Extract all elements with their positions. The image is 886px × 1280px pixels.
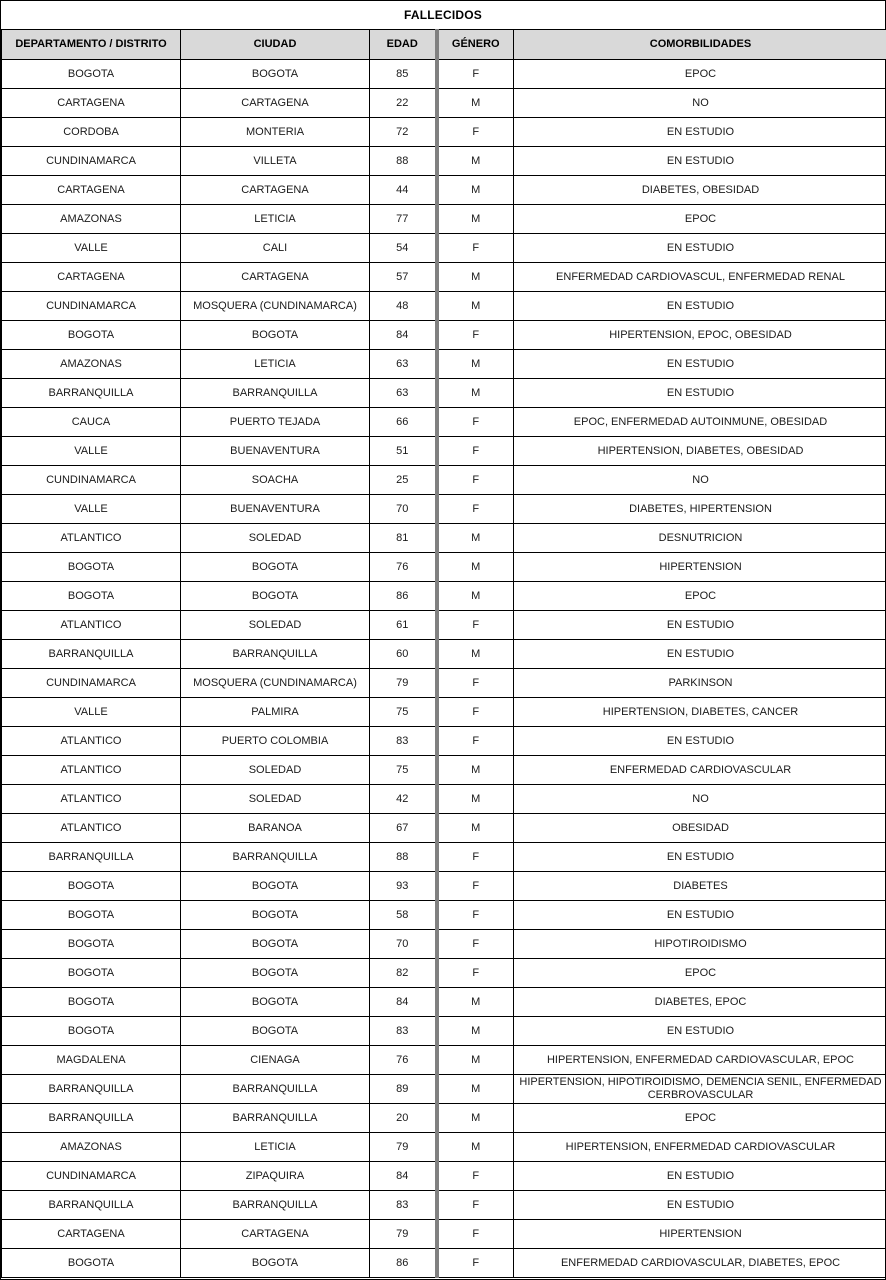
cell-departamento: ATLANTICO xyxy=(2,524,181,553)
table-row xyxy=(2,176,886,205)
cell-departamento: BARRANQUILLA xyxy=(2,1104,181,1133)
cell-departamento: BOGOTA xyxy=(2,901,181,930)
cell-ciudad: BOGOTA xyxy=(181,60,370,89)
cell-comorbilidades: HIPOTIROIDISMO xyxy=(514,930,886,959)
cell-ciudad: SOLEDAD xyxy=(181,756,370,785)
cell-departamento: VALLE xyxy=(2,437,181,466)
cell-ciudad: BOGOTA xyxy=(181,901,370,930)
cell-ciudad: CIENAGA xyxy=(181,1046,370,1075)
cell-ciudad: BARRANQUILLA xyxy=(181,843,370,872)
cell-genero: M xyxy=(437,785,514,814)
cell-genero: F xyxy=(437,901,514,930)
cell-ciudad: BOGOTA xyxy=(181,582,370,611)
cell-departamento: ATLANTICO xyxy=(2,727,181,756)
cell-comorbilidades: EN ESTUDIO xyxy=(514,901,886,930)
cell-comorbilidades: NO xyxy=(514,89,886,118)
cell-departamento: CUNDINAMARCA xyxy=(2,669,181,698)
cell-departamento: VALLE xyxy=(2,698,181,727)
cell-departamento: BARRANQUILLA xyxy=(2,1191,181,1220)
cell-edad: 75 xyxy=(370,698,437,727)
cell-edad: 63 xyxy=(370,350,437,379)
cell-departamento: CUNDINAMARCA xyxy=(2,1162,181,1191)
cell-ciudad: BOGOTA xyxy=(181,553,370,582)
cell-ciudad: MONTERIA xyxy=(181,118,370,147)
cell-departamento: BARRANQUILLA xyxy=(2,1075,181,1104)
table-row xyxy=(2,1075,886,1104)
cell-genero: M xyxy=(437,379,514,408)
table-row xyxy=(2,379,886,408)
cell-ciudad: SOLEDAD xyxy=(181,611,370,640)
cell-departamento: CAUCA xyxy=(2,408,181,437)
cell-genero: F xyxy=(437,611,514,640)
cell-comorbilidades: EPOC xyxy=(514,582,886,611)
cell-genero: M xyxy=(437,524,514,553)
cell-genero: M xyxy=(437,1075,514,1104)
cell-comorbilidades: HIPERTENSION, DIABETES, CANCER xyxy=(514,698,886,727)
cell-genero: F xyxy=(437,959,514,988)
cell-comorbilidades: EN ESTUDIO xyxy=(514,727,886,756)
cell-edad: 85 xyxy=(370,60,437,89)
cell-departamento: AMAZONAS xyxy=(2,350,181,379)
table-row xyxy=(2,466,886,495)
column-header-comorbilidades: COMORBILIDADES xyxy=(514,30,886,60)
cell-ciudad: MOSQUERA (CUNDINAMARCA) xyxy=(181,669,370,698)
cell-ciudad: LETICIA xyxy=(181,205,370,234)
cell-genero: F xyxy=(437,495,514,524)
cell-edad: 42 xyxy=(370,785,437,814)
table-row xyxy=(2,901,886,930)
table-row xyxy=(2,495,886,524)
cell-genero: F xyxy=(437,669,514,698)
cell-genero: F xyxy=(437,1220,514,1249)
cell-departamento: CARTAGENA xyxy=(2,89,181,118)
cell-ciudad: PUERTO COLOMBIA xyxy=(181,727,370,756)
table-row xyxy=(2,1104,886,1133)
cell-departamento: BOGOTA xyxy=(2,553,181,582)
cell-genero: M xyxy=(437,582,514,611)
cell-departamento: VALLE xyxy=(2,495,181,524)
cell-edad: 44 xyxy=(370,176,437,205)
cell-edad: 48 xyxy=(370,292,437,321)
cell-genero: M xyxy=(437,1046,514,1075)
cell-ciudad: BOGOTA xyxy=(181,988,370,1017)
cell-edad: 79 xyxy=(370,1220,437,1249)
table-row xyxy=(2,524,886,553)
cell-genero: F xyxy=(437,234,514,263)
cell-edad: 57 xyxy=(370,263,437,292)
cell-edad: 20 xyxy=(370,1104,437,1133)
cell-edad: 93 xyxy=(370,872,437,901)
cell-departamento: CORDOBA xyxy=(2,118,181,147)
table-row xyxy=(2,843,886,872)
cell-departamento: BOGOTA xyxy=(2,959,181,988)
cell-ciudad: CARTAGENA xyxy=(181,263,370,292)
cell-comorbilidades: EN ESTUDIO xyxy=(514,843,886,872)
cell-comorbilidades: HIPERTENSION, EPOC, OBESIDAD xyxy=(514,321,886,350)
cell-comorbilidades: EN ESTUDIO xyxy=(514,118,886,147)
cell-departamento: CARTAGENA xyxy=(2,176,181,205)
cell-comorbilidades: EPOC xyxy=(514,959,886,988)
cell-comorbilidades: ENFERMEDAD CARDIOVASCULAR xyxy=(514,756,886,785)
cell-comorbilidades: DIABETES, OBESIDAD xyxy=(514,176,886,205)
table-row xyxy=(2,698,886,727)
cell-genero: M xyxy=(437,292,514,321)
cell-genero: M xyxy=(437,640,514,669)
table-row xyxy=(2,60,886,89)
table-row xyxy=(2,930,886,959)
cell-edad: 83 xyxy=(370,1191,437,1220)
cell-comorbilidades: EPOC xyxy=(514,1104,886,1133)
cell-genero: M xyxy=(437,89,514,118)
cell-edad: 79 xyxy=(370,669,437,698)
cell-edad: 54 xyxy=(370,234,437,263)
cell-genero: M xyxy=(437,176,514,205)
cell-edad: 83 xyxy=(370,1017,437,1046)
cell-comorbilidades: HIPERTENSION xyxy=(514,1220,886,1249)
cell-genero: F xyxy=(437,118,514,147)
cell-edad: 84 xyxy=(370,1162,437,1191)
cell-edad: 75 xyxy=(370,756,437,785)
table-row xyxy=(2,669,886,698)
cell-edad: 63 xyxy=(370,379,437,408)
table-row xyxy=(2,292,886,321)
cell-ciudad: PALMIRA xyxy=(181,698,370,727)
cell-ciudad: BOGOTA xyxy=(181,321,370,350)
cell-comorbilidades: NO xyxy=(514,785,886,814)
cell-departamento: BOGOTA xyxy=(2,1017,181,1046)
cell-genero: F xyxy=(437,930,514,959)
cell-genero: M xyxy=(437,756,514,785)
cell-comorbilidades: EN ESTUDIO xyxy=(514,1191,886,1220)
cell-departamento: BARRANQUILLA xyxy=(2,640,181,669)
cell-departamento: BOGOTA xyxy=(2,1249,181,1278)
cell-edad: 70 xyxy=(370,930,437,959)
cell-edad: 86 xyxy=(370,582,437,611)
table-row xyxy=(2,756,886,785)
cell-ciudad: BARRANQUILLA xyxy=(181,1191,370,1220)
column-header-genero: GÉNERO xyxy=(437,30,514,60)
cell-departamento: ATLANTICO xyxy=(2,814,181,843)
cell-ciudad: LETICIA xyxy=(181,1133,370,1162)
table-row xyxy=(2,1162,886,1191)
cell-ciudad: CALI xyxy=(181,234,370,263)
cell-genero: F xyxy=(437,1162,514,1191)
cell-ciudad: BOGOTA xyxy=(181,1017,370,1046)
cell-departamento: BOGOTA xyxy=(2,872,181,901)
cell-comorbilidades: HIPERTENSION, ENFERMEDAD CARDIOVASCULAR, EPOC xyxy=(514,1046,886,1075)
cell-ciudad: BARRANQUILLA xyxy=(181,1104,370,1133)
cell-edad: 60 xyxy=(370,640,437,669)
table-row xyxy=(2,611,886,640)
cell-departamento: CUNDINAMARCA xyxy=(2,292,181,321)
cell-genero: M xyxy=(437,988,514,1017)
table-row xyxy=(2,263,886,292)
cell-ciudad: CARTAGENA xyxy=(181,176,370,205)
cell-ciudad: PUERTO TEJADA xyxy=(181,408,370,437)
cell-edad: 76 xyxy=(370,1046,437,1075)
cell-departamento: ATLANTICO xyxy=(2,611,181,640)
table-row xyxy=(2,1017,886,1046)
table-row xyxy=(2,1133,886,1162)
cell-departamento: AMAZONAS xyxy=(2,1133,181,1162)
cell-genero: F xyxy=(437,1249,514,1278)
table-row xyxy=(2,350,886,379)
column-header-departamento: DEPARTAMENTO / DISTRITO xyxy=(2,30,181,60)
cell-departamento: BOGOTA xyxy=(2,988,181,1017)
cell-comorbilidades: HIPERTENSION xyxy=(514,553,886,582)
cell-ciudad: SOLEDAD xyxy=(181,785,370,814)
table-row xyxy=(2,1046,886,1075)
cell-edad: 82 xyxy=(370,959,437,988)
cell-edad: 86 xyxy=(370,1249,437,1278)
cell-edad: 77 xyxy=(370,205,437,234)
cell-genero: M xyxy=(437,263,514,292)
table-row xyxy=(2,437,886,466)
cell-edad: 88 xyxy=(370,843,437,872)
cell-ciudad: VILLETA xyxy=(181,147,370,176)
table-row xyxy=(2,814,886,843)
cell-departamento: BOGOTA xyxy=(2,321,181,350)
cell-ciudad: BUENAVENTURA xyxy=(181,437,370,466)
cell-departamento: CUNDINAMARCA xyxy=(2,466,181,495)
cell-ciudad: BARANOA xyxy=(181,814,370,843)
cell-edad: 84 xyxy=(370,988,437,1017)
table-row xyxy=(2,872,886,901)
cell-edad: 89 xyxy=(370,1075,437,1104)
cell-genero: M xyxy=(437,205,514,234)
cell-comorbilidades: EN ESTUDIO xyxy=(514,350,886,379)
cell-comorbilidades: EPOC, ENFERMEDAD AUTOINMUNE, OBESIDAD xyxy=(514,408,886,437)
cell-genero: M xyxy=(437,1133,514,1162)
table-row xyxy=(2,785,886,814)
table-row xyxy=(2,205,886,234)
cell-ciudad: BUENAVENTURA xyxy=(181,495,370,524)
cell-comorbilidades: EPOC xyxy=(514,60,886,89)
table-row xyxy=(2,408,886,437)
cell-departamento: AMAZONAS xyxy=(2,205,181,234)
cell-ciudad: BOGOTA xyxy=(181,959,370,988)
cell-departamento: BOGOTA xyxy=(2,582,181,611)
cell-comorbilidades: DIABETES, HIPERTENSION xyxy=(514,495,886,524)
cell-edad: 67 xyxy=(370,814,437,843)
cell-comorbilidades: DIABETES xyxy=(514,872,886,901)
cell-ciudad: MOSQUERA (CUNDINAMARCA) xyxy=(181,292,370,321)
cell-genero: M xyxy=(437,814,514,843)
cell-ciudad: BARRANQUILLA xyxy=(181,379,370,408)
cell-genero: F xyxy=(437,1191,514,1220)
cell-comorbilidades: HIPERTENSION, HIPOTIROIDISMO, DEMENCIA SENIL, ENFERMEDAD CERBROVASCULAR xyxy=(514,1075,886,1104)
cell-edad: 83 xyxy=(370,727,437,756)
table-row xyxy=(2,553,886,582)
cell-ciudad: ZIPAQUIRA xyxy=(181,1162,370,1191)
cell-departamento: MAGDALENA xyxy=(2,1046,181,1075)
table-row xyxy=(2,1220,886,1249)
cell-ciudad: CARTAGENA xyxy=(181,89,370,118)
cell-genero: F xyxy=(437,437,514,466)
cell-comorbilidades: DIABETES, EPOC xyxy=(514,988,886,1017)
cell-departamento: CARTAGENA xyxy=(2,1220,181,1249)
column-header-edad: EDAD xyxy=(370,30,437,60)
cell-edad: 88 xyxy=(370,147,437,176)
cell-edad: 76 xyxy=(370,553,437,582)
table-row xyxy=(2,89,886,118)
cell-edad: 79 xyxy=(370,1133,437,1162)
cell-comorbilidades: HIPERTENSION, DIABETES, OBESIDAD xyxy=(514,437,886,466)
cell-genero: M xyxy=(437,147,514,176)
cell-ciudad: BOGOTA xyxy=(181,930,370,959)
column-header-ciudad: CIUDAD xyxy=(181,30,370,60)
cell-edad: 58 xyxy=(370,901,437,930)
table-row xyxy=(2,582,886,611)
table-row xyxy=(2,959,886,988)
table-row xyxy=(2,1191,886,1220)
cell-comorbilidades: EN ESTUDIO xyxy=(514,640,886,669)
cell-comorbilidades: PARKINSON xyxy=(514,669,886,698)
table-row xyxy=(2,727,886,756)
cell-comorbilidades: ENFERMEDAD CARDIOVASCULAR, DIABETES, EPOC xyxy=(514,1249,886,1278)
cell-edad: 70 xyxy=(370,495,437,524)
cell-genero: F xyxy=(437,408,514,437)
cell-ciudad: SOLEDAD xyxy=(181,524,370,553)
table-row xyxy=(2,640,886,669)
cell-comorbilidades: HIPERTENSION, ENFERMEDAD CARDIOVASCULAR xyxy=(514,1133,886,1162)
cell-comorbilidades: NO xyxy=(514,466,886,495)
cell-ciudad: BOGOTA xyxy=(181,1249,370,1278)
cell-ciudad: SOACHA xyxy=(181,466,370,495)
cell-comorbilidades: EN ESTUDIO xyxy=(514,1162,886,1191)
table-row xyxy=(2,1249,886,1278)
cell-genero: F xyxy=(437,321,514,350)
cell-comorbilidades: EN ESTUDIO xyxy=(514,611,886,640)
cell-genero: M xyxy=(437,1104,514,1133)
cell-genero: M xyxy=(437,553,514,582)
cell-genero: M xyxy=(437,1017,514,1046)
cell-comorbilidades: EN ESTUDIO xyxy=(514,379,886,408)
cell-departamento: BOGOTA xyxy=(2,60,181,89)
cell-ciudad: LETICIA xyxy=(181,350,370,379)
cell-genero: F xyxy=(437,843,514,872)
cell-edad: 72 xyxy=(370,118,437,147)
table-row xyxy=(2,988,886,1017)
cell-comorbilidades: ENFERMEDAD CARDIOVASCUL, ENFERMEDAD RENAL xyxy=(514,263,886,292)
cell-genero: F xyxy=(437,466,514,495)
cell-comorbilidades: EN ESTUDIO xyxy=(514,147,886,176)
cell-ciudad: BOGOTA xyxy=(181,872,370,901)
cell-edad: 22 xyxy=(370,89,437,118)
cell-departamento: ATLANTICO xyxy=(2,756,181,785)
cell-comorbilidades: EPOC xyxy=(514,205,886,234)
cell-edad: 84 xyxy=(370,321,437,350)
cell-edad: 61 xyxy=(370,611,437,640)
cell-edad: 81 xyxy=(370,524,437,553)
cell-comorbilidades: EN ESTUDIO xyxy=(514,292,886,321)
cell-departamento: CUNDINAMARCA xyxy=(2,147,181,176)
cell-genero: F xyxy=(437,872,514,901)
cell-comorbilidades: OBESIDAD xyxy=(514,814,886,843)
cell-edad: 25 xyxy=(370,466,437,495)
table-row xyxy=(2,321,886,350)
cell-departamento: CARTAGENA xyxy=(2,263,181,292)
cell-comorbilidades: EN ESTUDIO xyxy=(514,234,886,263)
cell-ciudad: CARTAGENA xyxy=(181,1220,370,1249)
cell-edad: 66 xyxy=(370,408,437,437)
header-row xyxy=(2,30,886,60)
page-title: FALLECIDOS xyxy=(403,8,482,22)
cell-departamento: BOGOTA xyxy=(2,930,181,959)
cell-departamento: VALLE xyxy=(2,234,181,263)
fallecidos-table xyxy=(1,29,886,1278)
table-body xyxy=(2,60,886,1278)
cell-ciudad: BARRANQUILLA xyxy=(181,640,370,669)
cell-genero: M xyxy=(437,350,514,379)
cell-genero: F xyxy=(437,727,514,756)
cell-ciudad: BARRANQUILLA xyxy=(181,1075,370,1104)
cell-edad: 51 xyxy=(370,437,437,466)
table-row xyxy=(2,118,886,147)
table-row xyxy=(2,234,886,263)
cell-departamento: ATLANTICO xyxy=(2,785,181,814)
cell-departamento: BARRANQUILLA xyxy=(2,379,181,408)
cell-genero: F xyxy=(437,698,514,727)
cell-comorbilidades: EN ESTUDIO xyxy=(514,1017,886,1046)
cell-comorbilidades: DESNUTRICION xyxy=(514,524,886,553)
cell-departamento: BARRANQUILLA xyxy=(2,843,181,872)
cell-genero: F xyxy=(437,60,514,89)
table-row xyxy=(2,147,886,176)
